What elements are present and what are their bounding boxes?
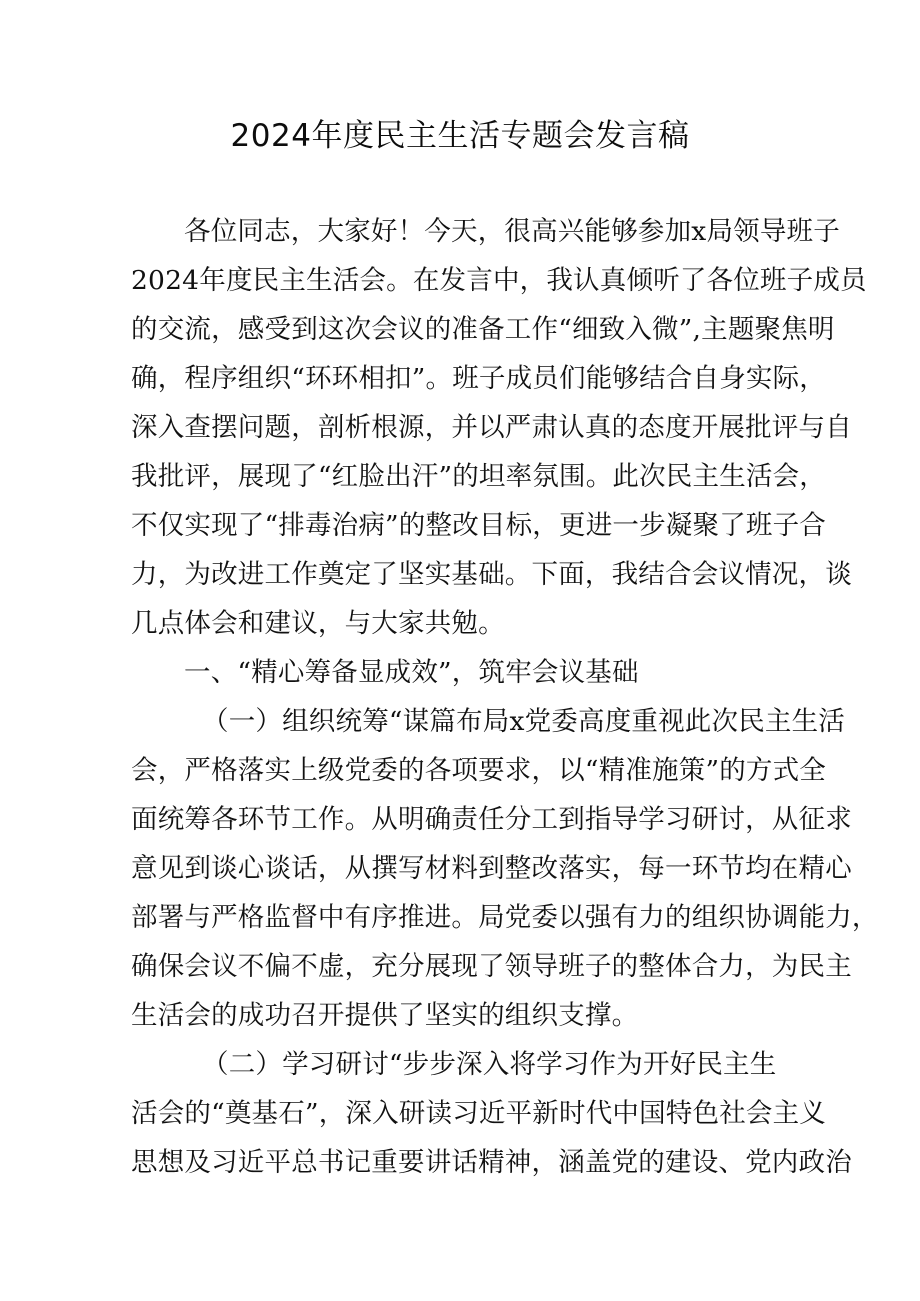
paragraph-line: 各位同志，大家好！今天，很高兴能够参加x局领导班子 [184,216,840,247]
paragraph-line: 面统筹各环节工作。从明确责任分工到指导学习研讨，从征求 [131,804,852,835]
subsection-heading: （一）组织统筹“谋篇布局x党委高度重视此次民主生活 [202,706,845,737]
paragraph-line: 的交流，感受到这次会议的准备工作“细致入微”,主题聚焦明 [131,314,835,345]
paragraph-line: 会，严格落实上级党委的各项要求，以“精准施策”的方式全 [131,755,826,786]
paragraph-line: 意见到谈心谈话，从撰写材料到整改落实，每一环节均在精心 [131,853,852,884]
subsection-heading: （二）学习研讨“步步深入将学习作为开好民主生 [202,1049,777,1080]
paragraph-line: 确保会议不偏不虚，充分展现了领导班子的整体合力，为民主 [131,951,852,982]
document-title: 2024年度民主生活专题会发言稿 [230,118,690,154]
paragraph-line: 几点体会和建议，与大家共勉。 [131,608,505,639]
paragraph-line: 部署与严格监督中有序推进。局党委以强有力的组织协调能力， [131,902,879,933]
paragraph-line: 确，程序组织“环环相扣”。班子成员们能够结合自身实际， [131,363,826,394]
paragraph-line: 生活会的成功召开提供了坚实的组织支撑。 [131,1000,639,1031]
paragraph-line: 思想及习近平总书记重要讲话精神，涵盖党的建设、党内政治 [131,1147,852,1178]
paragraph-line: 活会的“奠基石”，深入研读习近平新时代中国特色社会主义 [131,1098,826,1129]
section-heading: 一、“精心筹备显成效”，筑牢会议基础 [184,657,639,688]
paragraph-line: 力，为改进工作奠定了坚实基础。下面，我结合会议情况，谈 [131,559,852,590]
paragraph-line: 我批评，展现了“红脸出汗”的坦率氛围。此次民主生活会， [131,461,826,492]
paragraph-line: 不仅实现了“排毒治病”的整改目标，更进一步凝聚了班子合 [131,510,826,541]
paragraph-line: 深入查摆问题，剖析根源，并以严肃认真的态度开展批评与自 [131,412,852,443]
paragraph-line: 2024年度民主生活会。在发言中，我认真倾听了各位班子成员 [131,265,867,296]
